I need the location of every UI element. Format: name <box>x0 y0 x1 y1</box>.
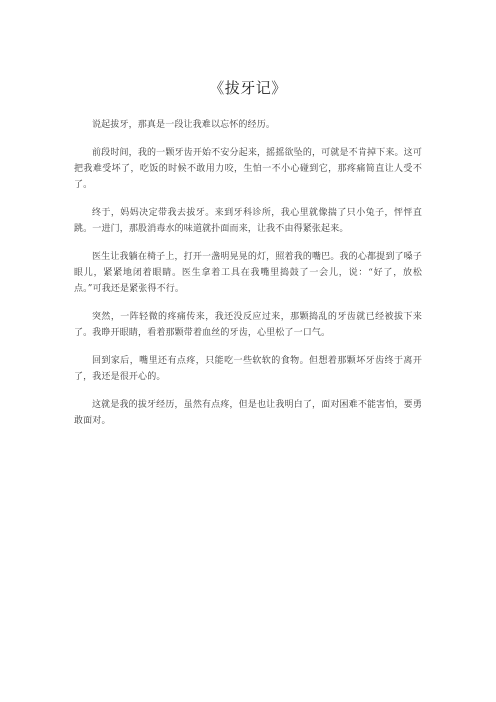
document-title: 《拔牙记》 <box>209 79 287 97</box>
paragraph-5: 突然，一阵轻微的疼痛传来，我还没反应过来，那颗捣乱的牙齿就已经被拔下来了。我睁开眼睛，看着那颗带着血丝的牙齿，心里松了一口气。 <box>74 312 422 338</box>
paragraph-6: 回到家后，嘴里还有点疼，只能吃一些软软的食物。但想着那颗坏牙齿终于离开了，我还是很开心的。 <box>74 356 422 382</box>
paragraph-2: 前段时间，我的一颗牙齿开始不安分起来，摇摇欲坠的，可就是不肯掉下来。这可把我难受坏了，吃饭的时候不敢用力咬，生怕一不小心碰到它，那疼痛简直让人受不了。 <box>74 148 422 190</box>
paragraph-4: 医生让我躺在椅子上，打开一盏明晃晃的灯，照着我的嘴巴。我的心都提到了嗓子眼儿，紧紧地闭着眼睛。医生拿着工具在我嘴里捣鼓了一会儿，说：“好了，放松点。”可我还是紧张得不行。 <box>74 252 422 294</box>
paragraph-7: 这就是我的拔牙经历，虽然有点疼，但是也让我明白了，面对困难不能害怕，要勇敢面对。 <box>74 400 422 426</box>
paragraph-1: 说起拔牙，那真是一段让我难以忘怀的经历。 <box>92 120 276 130</box>
paragraph-3: 终于，妈妈决定带我去拔牙。来到牙科诊所，我心里就像揣了只小兔子，怦怦直跳。一进门，那股消毒水的味道就扑面而来，让我不由得紧张起来。 <box>74 208 422 234</box>
